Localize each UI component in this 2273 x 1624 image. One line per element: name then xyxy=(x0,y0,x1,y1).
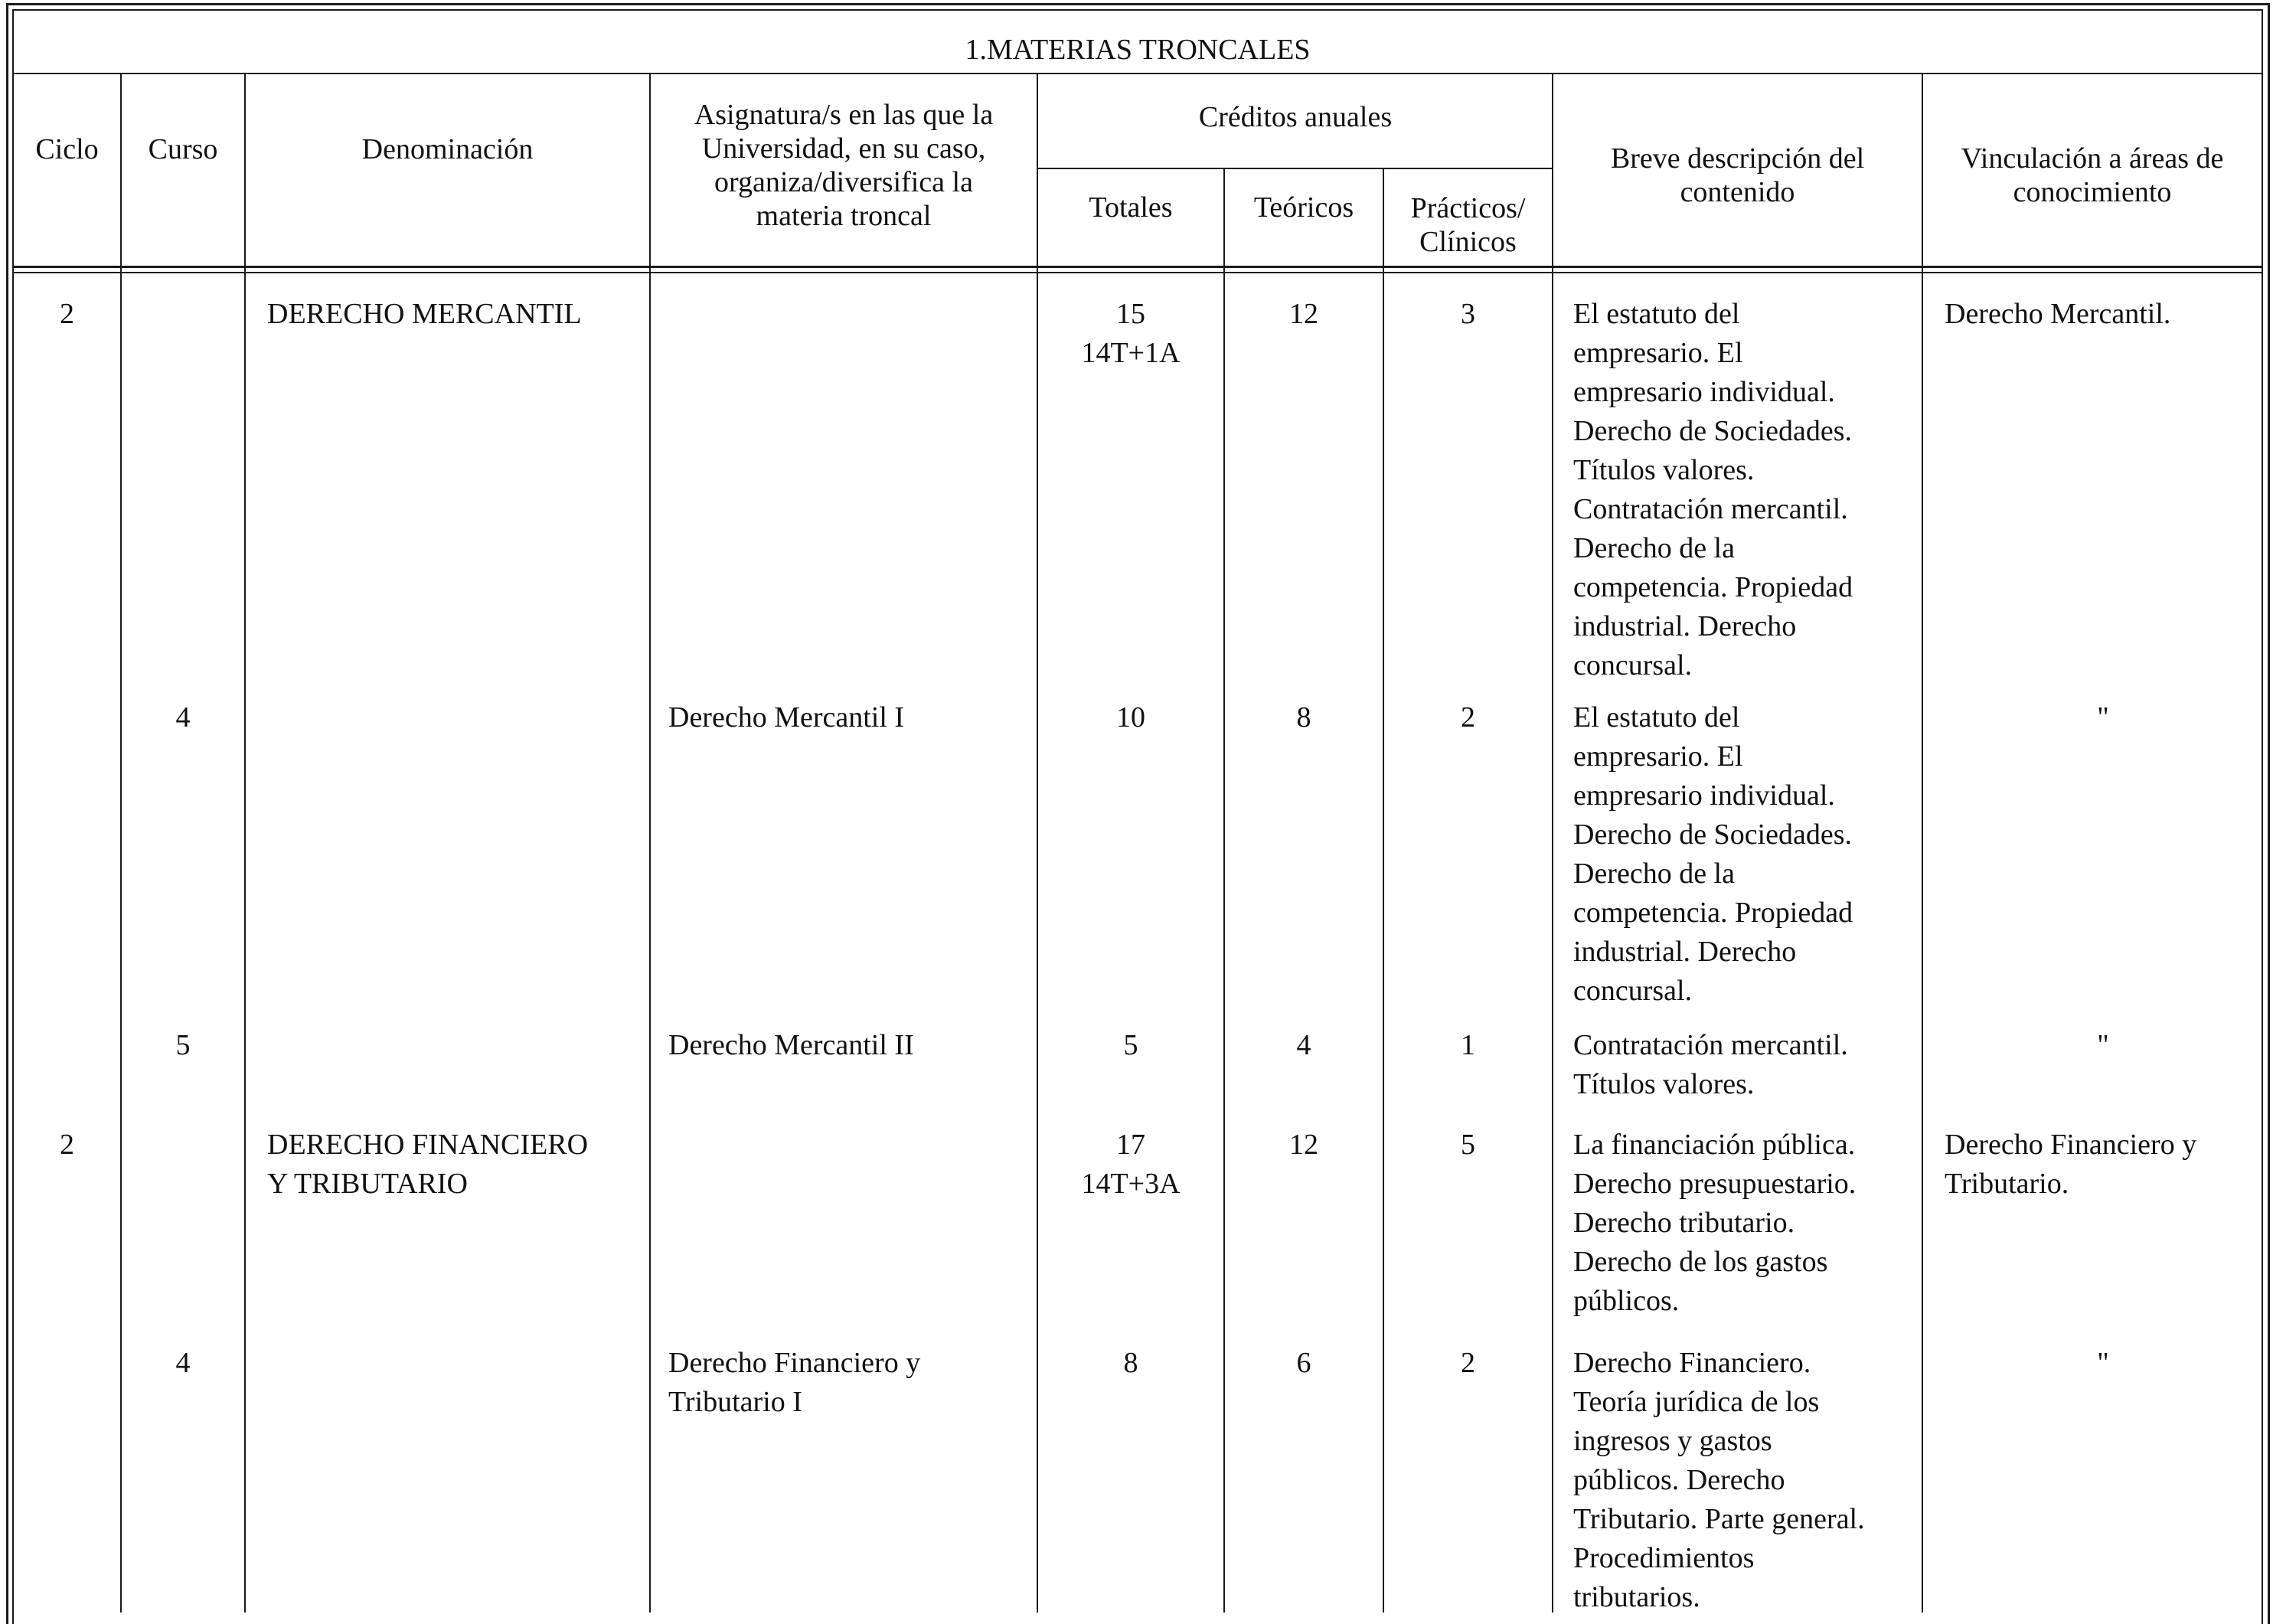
cell-descripcion-line: empresario individual. xyxy=(1573,779,1835,812)
cell-descripcion-line: Derecho de la xyxy=(1573,532,1735,564)
cell-denominacion xyxy=(267,295,649,334)
header-bottom-rule xyxy=(12,266,2263,268)
col-sep-7 xyxy=(1552,74,1553,1613)
header-descripcion-line: Breve descripción del xyxy=(1610,142,1865,175)
cell-descripcion-line: concursal. xyxy=(1573,975,1693,1007)
cell-vinculacion xyxy=(1945,698,2262,737)
cell-denominacion-line: DERECHO FINANCIERO xyxy=(267,1129,589,1161)
header-practicos-line: Prácticos/ xyxy=(1410,192,1526,224)
header-asignatura-line: organiza/diversifica la xyxy=(714,166,973,198)
cell-descripcion xyxy=(1573,698,1922,1011)
cell-ciclo-line: 2 xyxy=(60,1129,74,1161)
table-title: 1.MATERIAS TRONCALES xyxy=(965,34,1311,66)
cell-descripcion-line: industrial. Derecho xyxy=(1573,936,1797,968)
cell-totales xyxy=(1038,1344,1223,1383)
cell-descripcion xyxy=(1573,295,1922,685)
header-asignatura-line: materia troncal xyxy=(756,200,932,232)
col-sep-8 xyxy=(1922,74,1923,1613)
cell-vinculacion-line: " xyxy=(2097,1347,2109,1379)
cell-totales xyxy=(1038,698,1223,737)
cell-descripcion-line: tributarios. xyxy=(1573,1581,1700,1613)
cell-practicos-line: 5 xyxy=(1461,1129,1475,1161)
header-denominacion: Denominación xyxy=(361,133,534,165)
cell-descripcion-line: Títulos valores. xyxy=(1573,1068,1755,1100)
cell-curso xyxy=(122,1344,244,1383)
cell-practicos-line: 2 xyxy=(1461,701,1475,734)
header-asignatura-line: Asignatura/s en las que la xyxy=(694,99,994,131)
cell-descripcion-line: públicos. Derecho xyxy=(1573,1464,1785,1496)
cell-teoricos xyxy=(1225,1126,1383,1165)
cell-descripcion-line: Derecho de Sociedades. xyxy=(1573,819,1853,851)
cell-asignatura xyxy=(668,698,1037,737)
cell-vinculacion xyxy=(1945,1026,2262,1065)
cell-practicos xyxy=(1384,698,1552,737)
cell-totales-line: 14T+1A xyxy=(1081,337,1181,369)
cell-practicos-line: 2 xyxy=(1461,1347,1475,1379)
cell-teoricos-line: 4 xyxy=(1296,1029,1311,1061)
cell-teoricos-line: 6 xyxy=(1296,1347,1311,1379)
cell-teoricos xyxy=(1225,295,1383,334)
cell-curso-line: 4 xyxy=(175,1347,191,1379)
col-sep-6 xyxy=(1383,168,1384,1613)
cell-descripcion-line: Derecho de Sociedades. xyxy=(1573,415,1853,447)
cell-curso xyxy=(122,1026,244,1065)
cell-descripcion-line: Derecho de la xyxy=(1573,858,1735,890)
cell-descripcion-line: El estatuto del xyxy=(1573,701,1740,734)
outer-border-right-inner xyxy=(2262,9,2263,1624)
cell-practicos xyxy=(1384,1344,1552,1383)
cell-descripcion-line: industrial. Derecho xyxy=(1573,610,1797,642)
cell-teoricos xyxy=(1225,1344,1383,1383)
outer-border-top-inner xyxy=(12,9,2263,11)
header-asignatura xyxy=(651,98,1037,233)
header-curso: Curso xyxy=(148,133,218,165)
cell-descripcion-line: Derecho tributario. xyxy=(1573,1207,1795,1239)
cell-descripcion-line: competencia. Propiedad xyxy=(1573,571,1853,603)
cell-teoricos-line: 12 xyxy=(1289,298,1318,330)
cell-descripcion-line: Derecho Financiero. xyxy=(1573,1347,1811,1379)
cell-descripcion-line: ingresos y gastos xyxy=(1573,1425,1772,1457)
header-bottom-rule-2 xyxy=(12,272,2263,273)
cell-vinculacion-line: " xyxy=(2097,701,2109,734)
cell-vinculacion-line: Derecho Financiero y xyxy=(1945,1129,2197,1161)
outer-border-left xyxy=(6,3,8,1624)
title-bottom-rule xyxy=(12,73,2263,74)
outer-border-top xyxy=(6,3,2269,5)
col-sep-3 xyxy=(649,74,651,1613)
cell-descripcion-line: competencia. Propiedad xyxy=(1573,897,1853,929)
cell-totales-line: 14T+3A xyxy=(1081,1168,1181,1200)
cell-totales xyxy=(1038,1026,1223,1065)
cell-descripcion-line: La financiación pública. xyxy=(1573,1129,1856,1161)
cell-denominacion-line: Y TRIBUTARIO xyxy=(267,1168,468,1200)
cell-denominacion xyxy=(267,1126,649,1204)
cell-totales-line: 15 xyxy=(1116,298,1145,330)
header-asignatura-line: Universidad, en su caso, xyxy=(701,132,986,165)
cell-denominacion-line: DERECHO MERCANTIL xyxy=(267,298,582,330)
cell-totales xyxy=(1038,1126,1223,1204)
cell-totales-line: 5 xyxy=(1123,1029,1138,1061)
cell-descripcion-line: públicos. xyxy=(1573,1285,1680,1317)
header-ciclo: Ciclo xyxy=(35,133,99,165)
header-vinculacion-line: Vinculación a áreas de xyxy=(1961,142,2224,175)
cell-descripcion-line: Tributario. Parte general. xyxy=(1573,1503,1865,1535)
header-vinculacion xyxy=(1923,142,2262,209)
header-practicos-line: Clínicos xyxy=(1419,226,1517,258)
header-practicos xyxy=(1384,191,1552,259)
cell-teoricos xyxy=(1225,698,1383,737)
cell-practicos-line: 1 xyxy=(1461,1029,1475,1061)
cell-descripcion-line: Derecho presupuestario. xyxy=(1573,1168,1857,1200)
cell-asignatura-line: Derecho Mercantil II xyxy=(668,1029,914,1061)
cell-descripcion-line: Teoría jurídica de los xyxy=(1573,1386,1820,1418)
cell-descripcion-line: Derecho de los gastos xyxy=(1573,1246,1828,1278)
cell-descripcion-line: empresario individual. xyxy=(1573,376,1835,408)
cell-ciclo-line: 2 xyxy=(60,298,74,330)
cell-practicos xyxy=(1384,1026,1552,1065)
cell-descripcion-line: Procedimientos xyxy=(1573,1542,1755,1574)
cell-totales xyxy=(1038,295,1223,373)
header-descripcion xyxy=(1553,142,1922,209)
cell-practicos xyxy=(1384,1126,1552,1165)
cell-curso-line: 5 xyxy=(175,1029,191,1061)
cell-descripcion xyxy=(1573,1026,1922,1104)
cell-vinculacion-line: Tributario. xyxy=(1945,1168,2069,1200)
header-totales: Totales xyxy=(1089,191,1173,224)
header-teoricos: Teóricos xyxy=(1253,191,1354,224)
col-sep-2 xyxy=(244,74,246,1613)
cell-totales-line: 10 xyxy=(1116,701,1145,734)
cell-descripcion-line: Títulos valores. xyxy=(1573,454,1755,486)
cell-vinculacion xyxy=(1945,295,2262,334)
header-creditos-anuales: Créditos anuales xyxy=(1198,101,1393,133)
creditos-subheader-rule xyxy=(1037,168,1553,169)
col-sep-5 xyxy=(1223,168,1225,1613)
cell-asignatura xyxy=(668,1344,1037,1422)
header-descripcion-line: contenido xyxy=(1680,176,1795,208)
cell-ciclo xyxy=(14,1126,120,1165)
cell-descripcion xyxy=(1573,1344,1922,1617)
cell-teoricos-line: 8 xyxy=(1296,701,1311,734)
cell-descripcion-line: empresario. El xyxy=(1573,740,1743,773)
cell-asignatura-line: Derecho Mercantil I xyxy=(668,701,905,734)
cell-vinculacion xyxy=(1945,1344,2262,1383)
cell-vinculacion-line: Derecho Mercantil. xyxy=(1945,298,2171,330)
cell-descripcion-line: Contratación mercantil. xyxy=(1573,493,1848,525)
cell-vinculacion-line: " xyxy=(2097,1029,2109,1061)
cell-curso-line: 4 xyxy=(175,701,191,734)
cell-practicos-line: 3 xyxy=(1461,298,1475,330)
cell-asignatura-line: Derecho Financiero y xyxy=(668,1347,921,1379)
header-vinculacion-line: conocimiento xyxy=(2013,176,2172,208)
cell-teoricos xyxy=(1225,1026,1383,1065)
cell-descripcion-line: Contratación mercantil. xyxy=(1573,1029,1848,1061)
cell-totales-line: 17 xyxy=(1116,1129,1145,1161)
cell-vinculacion xyxy=(1945,1126,2262,1204)
cell-descripcion xyxy=(1573,1126,1922,1321)
cell-totales-line: 8 xyxy=(1123,1347,1138,1379)
cell-descripcion-line: El estatuto del xyxy=(1573,298,1740,330)
cell-descripcion-line: empresario. El xyxy=(1573,337,1743,369)
cell-descripcion-line: concursal. xyxy=(1573,649,1693,681)
cell-asignatura-line: Tributario I xyxy=(668,1386,802,1418)
cell-teoricos-line: 12 xyxy=(1289,1129,1318,1161)
cell-curso xyxy=(122,698,244,737)
cell-practicos xyxy=(1384,295,1552,334)
cell-asignatura xyxy=(668,1026,1037,1065)
outer-border-left-inner xyxy=(12,9,14,1624)
cell-ciclo xyxy=(14,295,120,334)
outer-border-right xyxy=(2268,3,2270,1624)
